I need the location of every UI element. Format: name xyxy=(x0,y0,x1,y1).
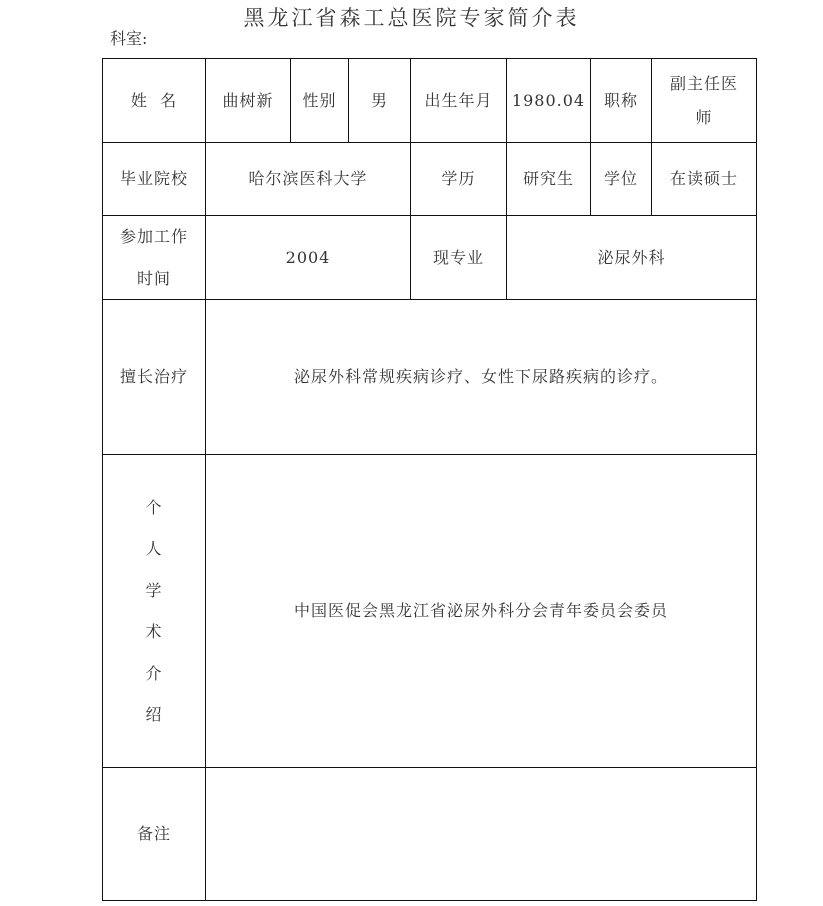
specialty-label: 现专业 xyxy=(411,216,507,300)
job-title-label: 职称 xyxy=(591,59,652,143)
work-start-label: 参加工作 时间 xyxy=(103,216,206,300)
birth-label: 出生年月 xyxy=(411,59,507,143)
specialty-value: 泌尿外科 xyxy=(507,216,757,300)
row-academic xyxy=(103,455,757,768)
academic-value: 中国医促会黑龙江省泌尿外科分会青年委员会委员 xyxy=(206,455,757,768)
job-title-value: 副主任医 师 xyxy=(652,59,757,143)
row-education xyxy=(103,143,757,216)
academic-label: 个 人 学 术 介 绍 xyxy=(103,455,206,768)
work-start-value: 2004 xyxy=(206,216,411,300)
school-value: 哈尔滨医科大学 xyxy=(206,143,411,216)
row-expertise xyxy=(103,300,757,455)
education-label: 学历 xyxy=(411,143,507,216)
gender-value: 男 xyxy=(349,59,411,143)
expert-profile-table xyxy=(102,58,757,901)
name-label: 姓 名 xyxy=(103,59,206,143)
degree-value: 在读硕士 xyxy=(652,143,757,216)
education-value: 研究生 xyxy=(507,143,591,216)
row-basic-info xyxy=(103,59,757,143)
gender-label: 性别 xyxy=(291,59,349,143)
page-title: 黑龙江省森工总医院专家简介表 xyxy=(243,6,580,30)
row-remarks xyxy=(103,768,757,901)
degree-label: 学位 xyxy=(591,143,652,216)
school-label: 毕业院校 xyxy=(103,143,206,216)
expertise-label: 擅长治疗 xyxy=(103,300,206,455)
remarks-value xyxy=(206,768,757,901)
expertise-value: 泌尿外科常规疾病诊疗、女性下尿路疾病的诊疗。 xyxy=(206,300,757,455)
department-label: 科室: xyxy=(110,29,148,48)
name-value: 曲树新 xyxy=(206,59,291,143)
remarks-label: 备注 xyxy=(103,768,206,901)
birth-value: 1980.04 xyxy=(507,59,591,143)
row-work xyxy=(103,216,757,300)
